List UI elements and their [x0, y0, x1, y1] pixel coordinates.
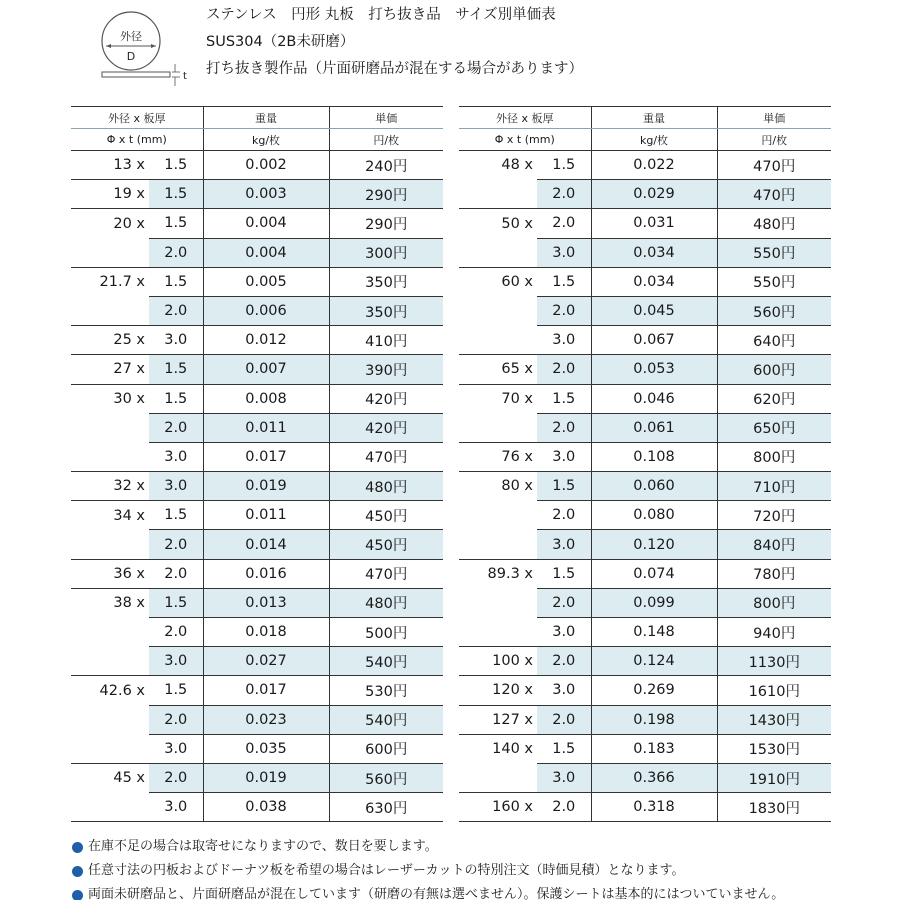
price-value: 840円	[717, 530, 831, 559]
header-size: 外径 x 板厚	[459, 107, 591, 129]
price-value: 300円	[329, 238, 443, 267]
weight-value: 0.198	[591, 705, 717, 734]
diagram-diameter-label: 外径	[120, 30, 142, 43]
size-diameter: 21.7 x	[71, 267, 149, 296]
size-thickness: 1.5	[149, 209, 203, 238]
weight-value: 0.120	[591, 530, 717, 559]
price-value: 560円	[329, 763, 443, 792]
size-thickness: 2.0	[537, 296, 591, 325]
weight-value: 0.366	[591, 763, 717, 792]
table-row	[459, 180, 831, 209]
header-size: 外径 x 板厚	[71, 107, 203, 129]
size-thickness: 2.0	[149, 413, 203, 442]
table-row	[459, 355, 831, 384]
price-value: 480円	[717, 209, 831, 238]
table-row	[459, 676, 831, 705]
price-value: 480円	[329, 588, 443, 617]
note-item	[72, 835, 784, 859]
price-value: 500円	[329, 618, 443, 647]
weight-value: 0.099	[591, 588, 717, 617]
size-diameter	[71, 530, 149, 559]
title-block	[206, 2, 583, 83]
size-thickness: 2.0	[537, 355, 591, 384]
size-diameter	[71, 618, 149, 647]
size-diameter: 140 x	[459, 734, 537, 763]
size-diameter	[459, 326, 537, 355]
table-row	[71, 180, 443, 209]
size-thickness: 3.0	[537, 763, 591, 792]
weight-value: 0.027	[203, 647, 329, 676]
table-row	[71, 296, 443, 325]
price-value: 420円	[329, 413, 443, 442]
size-thickness: 1.5	[149, 501, 203, 530]
weight-value: 0.017	[203, 442, 329, 471]
table-row	[459, 793, 831, 822]
table-row	[459, 618, 831, 647]
bullet-icon	[72, 842, 83, 853]
size-thickness: 1.5	[537, 472, 591, 501]
table-row	[459, 705, 831, 734]
weight-value: 0.022	[591, 151, 717, 180]
table-row	[71, 384, 443, 413]
table-row	[459, 326, 831, 355]
weight-value: 0.148	[591, 618, 717, 647]
size-diameter	[71, 442, 149, 471]
weight-value: 0.045	[591, 296, 717, 325]
diagram-diameter-symbol: D	[126, 50, 136, 63]
size-diameter: 50 x	[459, 209, 537, 238]
size-thickness: 1.5	[149, 588, 203, 617]
page-title: ステンレス 円形 丸板 打ち抜き品 サイズ別単価表	[206, 7, 556, 23]
weight-value: 0.002	[203, 151, 329, 180]
table-row	[71, 267, 443, 296]
price-value: 540円	[329, 647, 443, 676]
size-diameter: 30 x	[71, 384, 149, 413]
size-diameter: 25 x	[71, 326, 149, 355]
table-row	[459, 442, 831, 471]
size-thickness: 2.0	[149, 705, 203, 734]
table-row	[459, 384, 831, 413]
table-row	[459, 151, 831, 180]
weight-value: 0.061	[591, 413, 717, 442]
price-value: 1430円	[717, 705, 831, 734]
weight-value: 0.004	[203, 209, 329, 238]
header-size-unit: Φ x t (mm)	[459, 129, 591, 151]
table-row	[71, 355, 443, 384]
table-row	[459, 588, 831, 617]
size-thickness: 3.0	[149, 472, 203, 501]
size-thickness: 3.0	[537, 238, 591, 267]
size-diameter: 160 x	[459, 793, 537, 822]
size-diameter: 45 x	[71, 763, 149, 792]
table-row	[71, 501, 443, 530]
size-thickness: 2.0	[537, 413, 591, 442]
size-thickness: 2.0	[537, 588, 591, 617]
price-value: 800円	[717, 588, 831, 617]
size-diameter: 42.6 x	[71, 676, 149, 705]
price-value: 650円	[717, 413, 831, 442]
note-item	[72, 859, 784, 883]
size-diameter: 13 x	[71, 151, 149, 180]
header-size-unit: Φ x t (mm)	[71, 129, 203, 151]
disc-thickness-icon	[100, 60, 190, 90]
table-row	[459, 296, 831, 325]
price-value: 940円	[717, 618, 831, 647]
size-thickness: 1.5	[149, 676, 203, 705]
price-value: 780円	[717, 559, 831, 588]
header-weight: 重量	[203, 107, 329, 129]
table-row	[459, 267, 831, 296]
price-value: 290円	[329, 209, 443, 238]
size-diameter	[459, 413, 537, 442]
table-row	[459, 472, 831, 501]
size-thickness: 2.0	[537, 180, 591, 209]
weight-value: 0.018	[203, 618, 329, 647]
table-row	[71, 588, 443, 617]
weight-value: 0.031	[591, 209, 717, 238]
size-thickness: 2.0	[149, 296, 203, 325]
table-row	[459, 559, 831, 588]
size-thickness: 3.0	[537, 618, 591, 647]
size-thickness: 1.5	[149, 355, 203, 384]
header-weight-unit: kg/枚	[591, 129, 717, 151]
size-diameter: 70 x	[459, 384, 537, 413]
table-row	[71, 793, 443, 822]
price-table-left	[71, 106, 443, 822]
weight-value: 0.005	[203, 267, 329, 296]
table-row	[71, 413, 443, 442]
header-weight: 重量	[591, 107, 717, 129]
note-text: 任意寸法の円板およびドーナツ板を希望の場合はレーザーカットの特別注文（時価見積）となります。	[88, 863, 685, 878]
price-value: 1830円	[717, 793, 831, 822]
price-value: 630円	[329, 793, 443, 822]
size-thickness: 1.5	[149, 180, 203, 209]
weight-value: 0.318	[591, 793, 717, 822]
price-value: 470円	[717, 151, 831, 180]
size-thickness: 2.0	[149, 763, 203, 792]
size-thickness: 1.5	[537, 267, 591, 296]
size-diameter: 80 x	[459, 472, 537, 501]
price-value: 540円	[329, 705, 443, 734]
price-value: 350円	[329, 296, 443, 325]
size-thickness: 3.0	[537, 676, 591, 705]
weight-value: 0.029	[591, 180, 717, 209]
table-row	[71, 442, 443, 471]
size-diameter	[71, 238, 149, 267]
table-row	[459, 734, 831, 763]
bullet-icon	[72, 890, 83, 900]
weight-value: 0.046	[591, 384, 717, 413]
price-value: 410円	[329, 326, 443, 355]
weight-value: 0.004	[203, 238, 329, 267]
size-thickness: 1.5	[537, 384, 591, 413]
price-value: 620円	[717, 384, 831, 413]
table-row	[459, 209, 831, 238]
size-thickness: 2.0	[537, 793, 591, 822]
size-diameter	[459, 618, 537, 647]
weight-value: 0.124	[591, 647, 717, 676]
size-thickness: 1.5	[149, 384, 203, 413]
price-value: 470円	[717, 180, 831, 209]
size-diameter	[459, 588, 537, 617]
price-value: 550円	[717, 267, 831, 296]
header-price-unit: 円/枚	[717, 129, 831, 151]
note-item	[72, 883, 784, 900]
weight-value: 0.183	[591, 734, 717, 763]
table-row	[71, 763, 443, 792]
weight-value: 0.108	[591, 442, 717, 471]
size-diameter	[459, 530, 537, 559]
size-diameter: 20 x	[71, 209, 149, 238]
weight-value: 0.003	[203, 180, 329, 209]
header-weight-unit: kg/枚	[203, 129, 329, 151]
size-thickness: 3.0	[149, 647, 203, 676]
size-thickness: 2.0	[149, 618, 203, 647]
size-diameter	[71, 734, 149, 763]
weight-value: 0.269	[591, 676, 717, 705]
size-thickness: 1.5	[537, 559, 591, 588]
weight-value: 0.008	[203, 384, 329, 413]
weight-value: 0.034	[591, 267, 717, 296]
weight-value: 0.012	[203, 326, 329, 355]
size-diameter: 48 x	[459, 151, 537, 180]
size-diameter: 127 x	[459, 705, 537, 734]
size-diameter	[71, 296, 149, 325]
size-diameter	[71, 647, 149, 676]
price-value: 1610円	[717, 676, 831, 705]
price-value: 420円	[329, 384, 443, 413]
price-value: 290円	[329, 180, 443, 209]
weight-value: 0.014	[203, 530, 329, 559]
price-value: 1910円	[717, 763, 831, 792]
size-thickness: 2.0	[537, 501, 591, 530]
price-value: 480円	[329, 472, 443, 501]
price-value: 390円	[329, 355, 443, 384]
price-value: 450円	[329, 530, 443, 559]
weight-value: 0.016	[203, 559, 329, 588]
notes	[72, 835, 784, 900]
weight-value: 0.074	[591, 559, 717, 588]
table-row	[459, 647, 831, 676]
size-diameter	[71, 413, 149, 442]
size-diameter: 27 x	[71, 355, 149, 384]
price-value: 640円	[717, 326, 831, 355]
weight-value: 0.011	[203, 413, 329, 442]
weight-value: 0.019	[203, 472, 329, 501]
price-value: 550円	[717, 238, 831, 267]
size-diameter: 19 x	[71, 180, 149, 209]
size-diameter: 38 x	[71, 588, 149, 617]
table-row	[71, 238, 443, 267]
weight-value: 0.007	[203, 355, 329, 384]
size-thickness: 2.0	[537, 209, 591, 238]
size-thickness: 2.0	[537, 705, 591, 734]
table-row	[71, 676, 443, 705]
header-price: 単価	[717, 107, 831, 129]
table-row	[71, 151, 443, 180]
weight-value: 0.011	[203, 501, 329, 530]
weight-value: 0.006	[203, 296, 329, 325]
size-diameter: 76 x	[459, 442, 537, 471]
weight-value: 0.013	[203, 588, 329, 617]
size-diameter: 65 x	[459, 355, 537, 384]
header-price-unit: 円/枚	[329, 129, 443, 151]
header-price: 単価	[329, 107, 443, 129]
size-diameter: 120 x	[459, 676, 537, 705]
size-diameter	[459, 763, 537, 792]
weight-value: 0.067	[591, 326, 717, 355]
size-diameter: 36 x	[71, 559, 149, 588]
material-spec: SUS304（2B未研磨）	[206, 34, 355, 50]
size-diameter	[459, 501, 537, 530]
size-thickness: 3.0	[537, 442, 591, 471]
price-value: 560円	[717, 296, 831, 325]
price-value: 1130円	[717, 647, 831, 676]
size-thickness: 3.0	[149, 734, 203, 763]
price-value: 470円	[329, 559, 443, 588]
size-thickness: 2.0	[149, 238, 203, 267]
weight-value: 0.053	[591, 355, 717, 384]
price-value: 450円	[329, 501, 443, 530]
header	[0, 0, 900, 100]
note-text: 在庫不足の場合は取寄せになりますので、数日を要します。	[88, 839, 438, 854]
weight-value: 0.019	[203, 763, 329, 792]
weight-value: 0.023	[203, 705, 329, 734]
price-value: 350円	[329, 267, 443, 296]
weight-value: 0.035	[203, 734, 329, 763]
size-diameter: 89.3 x	[459, 559, 537, 588]
price-value: 710円	[717, 472, 831, 501]
price-value: 240円	[329, 151, 443, 180]
weight-value: 0.038	[203, 793, 329, 822]
size-diameter: 32 x	[71, 472, 149, 501]
size-diameter	[71, 705, 149, 734]
price-value: 530円	[329, 676, 443, 705]
size-thickness: 3.0	[537, 530, 591, 559]
diagram-thickness-symbol: t	[183, 71, 187, 82]
table-row	[71, 209, 443, 238]
size-diameter	[459, 238, 537, 267]
production-note: 打ち抜き製作品（片面研磨品が混在する場合があります）	[206, 61, 583, 77]
table-row	[71, 326, 443, 355]
price-table-right	[459, 106, 831, 822]
size-diameter	[459, 296, 537, 325]
table-row	[71, 472, 443, 501]
table-row	[71, 618, 443, 647]
weight-value: 0.060	[591, 472, 717, 501]
size-thickness: 2.0	[537, 647, 591, 676]
size-diameter	[459, 180, 537, 209]
size-thickness: 1.5	[149, 151, 203, 180]
table-row	[459, 413, 831, 442]
bullet-icon	[72, 866, 83, 877]
size-thickness: 3.0	[149, 793, 203, 822]
price-value: 800円	[717, 442, 831, 471]
weight-value: 0.017	[203, 676, 329, 705]
size-thickness: 2.0	[149, 559, 203, 588]
price-value: 470円	[329, 442, 443, 471]
price-value: 1530円	[717, 734, 831, 763]
table-row	[71, 734, 443, 763]
size-thickness: 2.0	[149, 530, 203, 559]
weight-value: 0.034	[591, 238, 717, 267]
table-row	[459, 530, 831, 559]
note-text: 両面未研磨品と、片面研磨品が混在しています（研磨の有無は選べません）。保護シートは基本的にはついていません。	[88, 887, 785, 900]
table-row	[459, 501, 831, 530]
price-value: 720円	[717, 501, 831, 530]
size-thickness: 3.0	[149, 442, 203, 471]
size-thickness: 3.0	[149, 326, 203, 355]
size-thickness: 1.5	[537, 734, 591, 763]
table-row	[71, 559, 443, 588]
size-thickness: 1.5	[149, 267, 203, 296]
size-diameter: 34 x	[71, 501, 149, 530]
size-diameter: 100 x	[459, 647, 537, 676]
price-value: 600円	[717, 355, 831, 384]
table-row	[459, 238, 831, 267]
table-row	[71, 530, 443, 559]
size-diameter	[71, 793, 149, 822]
table-row	[459, 763, 831, 792]
size-diameter: 60 x	[459, 267, 537, 296]
price-value: 600円	[329, 734, 443, 763]
size-thickness: 3.0	[537, 326, 591, 355]
weight-value: 0.080	[591, 501, 717, 530]
table-row	[71, 647, 443, 676]
size-thickness: 1.5	[537, 151, 591, 180]
table-row	[71, 705, 443, 734]
